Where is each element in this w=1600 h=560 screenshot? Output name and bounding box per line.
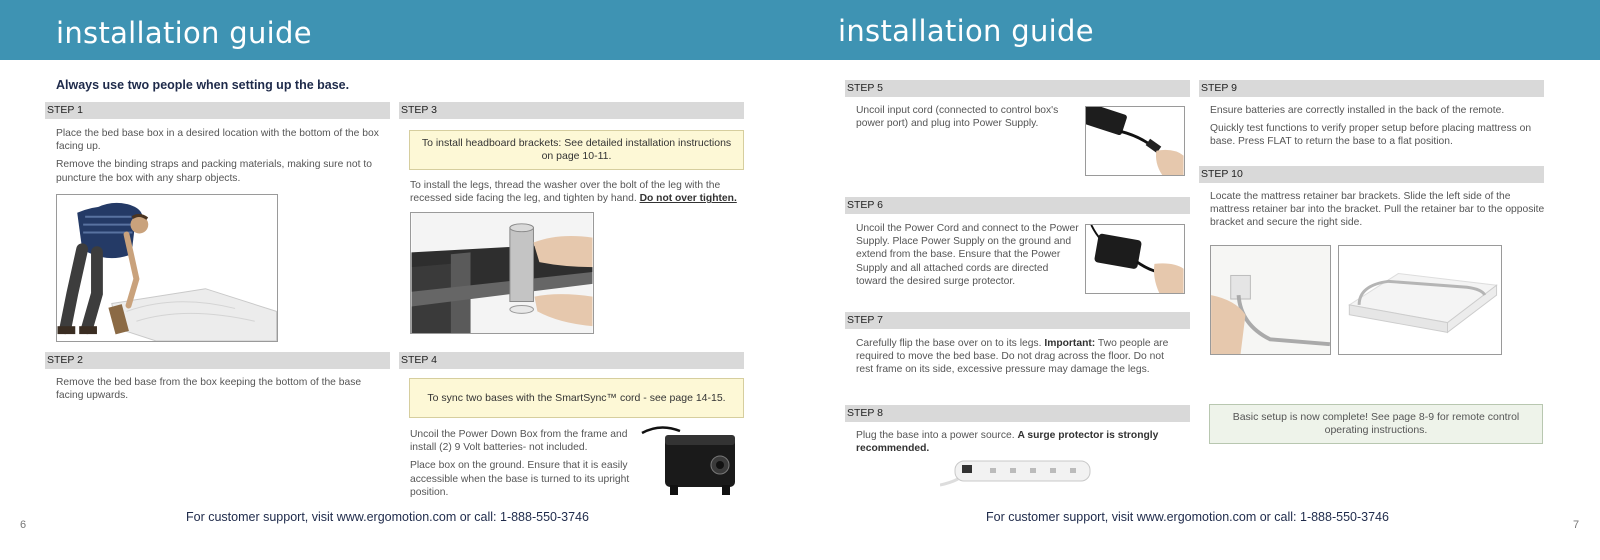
step-3-paragraph xyxy=(410,179,745,205)
step-8-paragraph xyxy=(856,429,1181,455)
step-3-warning: Do not over tighten. xyxy=(639,193,737,205)
smartsync-callout: To sync two bases with the SmartSync™ cord - see page 14-15. xyxy=(409,378,744,418)
step-3-header: STEP 3 xyxy=(399,102,744,119)
step-4-header: STEP 4 xyxy=(399,352,744,369)
page-title: installation guide xyxy=(56,16,312,50)
step-10-header: STEP 10 xyxy=(1199,166,1544,183)
step-7-instruction: Carefully flip the base over on to its legs. xyxy=(856,338,1042,349)
step-9-text xyxy=(1210,104,1545,154)
step-2-paragraph: Remove the bed base from the box keeping the bottom of the base facing upwards. xyxy=(56,377,362,402)
step-1-photo xyxy=(56,194,278,342)
step-6-text xyxy=(856,222,1081,293)
step-8-instruction: Plug the base into a power source. xyxy=(856,430,1015,441)
surge-protector-image xyxy=(940,455,1100,490)
step-10-photo-bracket xyxy=(1210,245,1331,355)
step-2-text xyxy=(56,376,381,407)
step-9-header: STEP 9 xyxy=(1199,80,1544,97)
support-footer: For customer support, visit www.ergomotion.com or call: 1-888-550-3746 xyxy=(186,510,589,524)
setup-complete-callout: Basic setup is now complete! See page 8-9 for remote control operating instructions. xyxy=(1209,404,1543,444)
surge-protector-illustration xyxy=(940,455,1100,490)
step-1-paragraph: Place the bed base box in a desired location with the bottom of the box facing up. xyxy=(56,128,379,153)
step-1-paragraph: Remove the binding straps and packing materials, making sure not to puncture the box with any sharp objects. xyxy=(56,159,372,184)
step-4-paragraph: Place box on the ground. Ensure that it is easily accessible when the base is turned to its upright position. xyxy=(410,460,630,498)
step-1-header: STEP 1 xyxy=(45,102,390,119)
step-5-photo xyxy=(1085,106,1185,176)
step-3-instruction: To install the legs, thread the washer over the bolt of the leg with the recessed side facing the leg, and tighten by hand. xyxy=(410,180,721,205)
power-supply-illustration xyxy=(1086,225,1184,293)
page-right xyxy=(800,0,1600,560)
step-6-header: STEP 6 xyxy=(845,197,1190,214)
step-7-important-label: Important: xyxy=(1044,338,1096,349)
mattress-retainer-bar-illustration xyxy=(1339,246,1501,354)
step-7-text xyxy=(856,337,1181,382)
step-2-header: STEP 2 xyxy=(45,352,390,369)
safety-intro: Always use two people when setting up the base. xyxy=(56,78,350,92)
step-5-header: STEP 5 xyxy=(845,80,1190,97)
step-3-photo xyxy=(410,212,594,334)
power-down-box-image xyxy=(640,425,745,500)
leg-installation-illustration xyxy=(411,213,593,333)
power-down-box-illustration xyxy=(640,425,745,500)
step-1-text xyxy=(56,127,381,190)
retainer-bracket-illustration xyxy=(1211,246,1330,354)
step-7-paragraph xyxy=(856,337,1181,377)
step-7-warning: Two people are required to move the bed base. Do not drag across the floor. Do not rest frame on its side, excessive pressure may damage the legs. xyxy=(856,338,1169,376)
step-10-text xyxy=(1210,190,1545,235)
headboard-callout: To install headboard brackets: See detailed installation instructions on page 10-11. xyxy=(409,130,744,170)
page-number: 6 xyxy=(20,519,27,531)
person-unpacking-box-illustration xyxy=(57,195,277,341)
step-9-paragraph: Ensure batteries are correctly installed in the back of the remote. xyxy=(1210,105,1505,116)
header-banner xyxy=(0,0,800,60)
step-8-recommendation: A surge protector is strongly recommended. xyxy=(856,430,1159,455)
step-6-photo xyxy=(1085,224,1185,294)
step-5-text xyxy=(856,104,1081,135)
step-9-paragraph: Quickly test functions to verify proper setup before placing mattress on base. Press FLAT to return the base to a flat position. xyxy=(1210,123,1532,148)
step-4-text xyxy=(410,428,640,504)
step-4-paragraph: Uncoil the Power Down Box from the frame and install (2) 9 Volt batteries- not included. xyxy=(410,429,628,454)
page-title: installation guide xyxy=(838,14,1094,48)
step-10-photo-base xyxy=(1338,245,1502,355)
step-7-header: STEP 7 xyxy=(845,312,1190,329)
step-8-header: STEP 8 xyxy=(845,405,1190,422)
input-cord-illustration xyxy=(1086,107,1184,175)
support-footer: For customer support, visit www.ergomotion.com or call: 1-888-550-3746 xyxy=(986,510,1389,524)
step-10-paragraph: Locate the mattress retainer bar brackets. Slide the left side of the mattress retainer bar into the bracket. Pull the retainer bar to the opposite bracket and secure the right side. xyxy=(1210,191,1545,229)
step-5-paragraph: Uncoil input cord (connected to control box's power port) and plug into Power Supply. xyxy=(856,105,1059,130)
step-6-paragraph: Uncoil the Power Cord and connect to the Power Supply. Place Power Supply on the ground and extend from the base. Ensure that the Power Supply and all attached cords are directed toward the desired surge protector. xyxy=(856,223,1079,287)
step-3-text xyxy=(410,179,745,210)
page-number: 7 xyxy=(1573,519,1580,531)
header-banner xyxy=(800,0,1600,60)
